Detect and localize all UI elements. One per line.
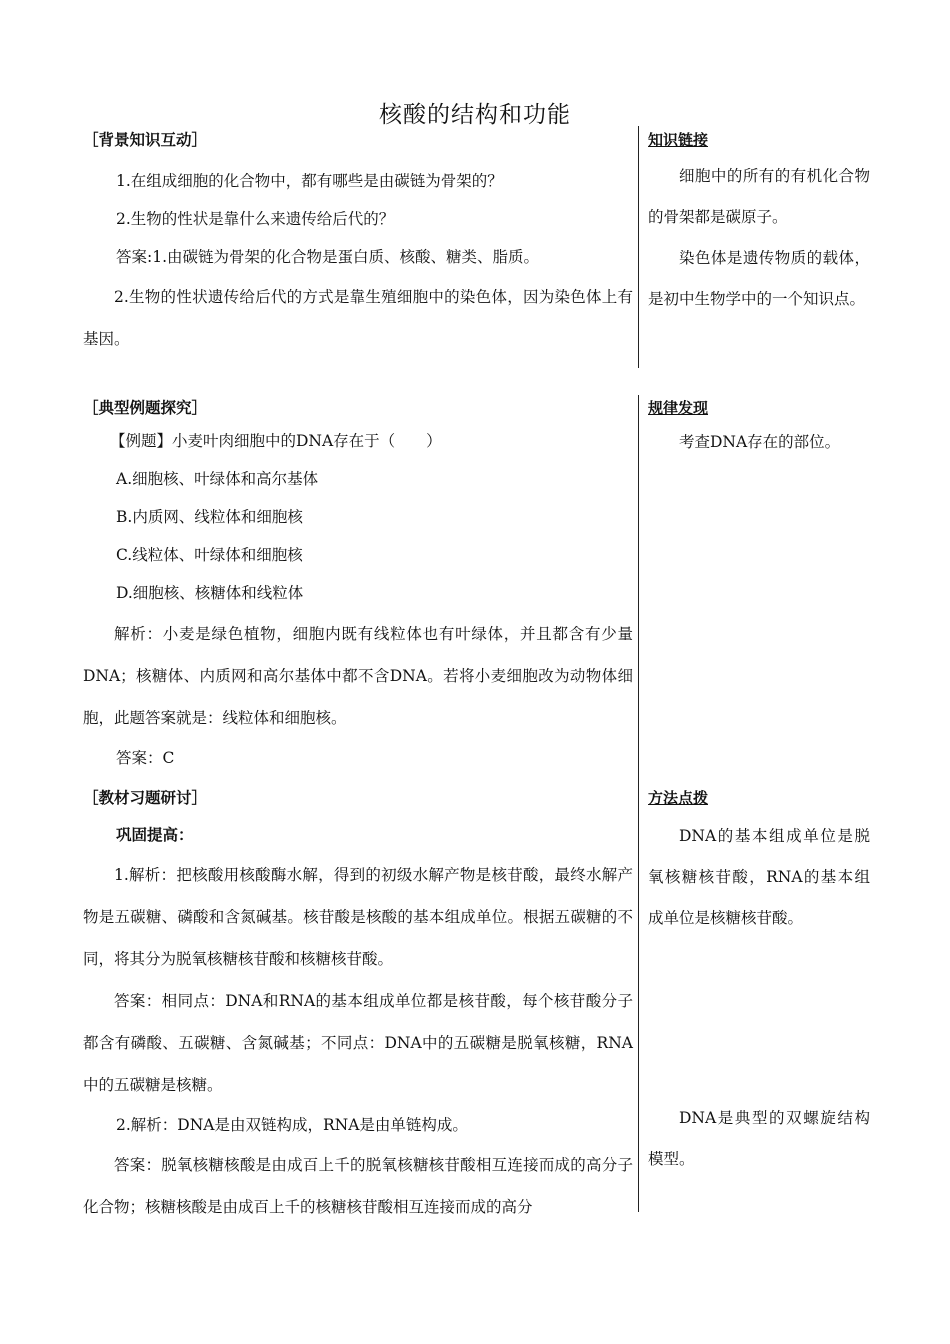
column-divider <box>638 395 639 1212</box>
pattern-sidebar <box>648 396 870 463</box>
exercise-paragraph: 2.解析：DNA是由双链构成，RNA是由单链构成。 <box>116 1116 468 1134</box>
section-heading: ［背景知识互动］ <box>83 130 208 149</box>
method-sidebar-note <box>648 1098 870 1180</box>
sidebar-paragraph: DNA的基本组成单位是脱氧核糖核苷酸，RNA的基本组成单位是核糖核苷酸。 <box>648 827 870 927</box>
question-1: 1.在组成细胞的化合物中，都有哪些是由碳链为骨架的？ <box>116 172 503 190</box>
option-d: D.细胞核、核糖体和线粒体 <box>116 584 304 602</box>
method-sidebar <box>648 786 870 939</box>
option-b: B.内质网、线粒体和细胞核 <box>116 508 303 526</box>
section-heading: ［典型例题探究］ <box>83 398 208 417</box>
option-a: A.细胞核、叶绿体和高尔基体 <box>116 470 319 488</box>
textbook-exercise-section <box>83 786 633 1228</box>
exercise-paragraph: 1.解析：把核酸用核酸酶水解，得到的初级水解产物是核苷酸，最终水解产物是五碳糖、磷酸和含氮碱基。核苷酸是核酸的基本组成单位。根据五碳糖的不同，将其分为脱氧核糖核苷酸和核糖核苷酸。 <box>83 866 633 968</box>
knowledge-link-sidebar <box>648 128 870 320</box>
column-divider <box>638 126 639 368</box>
example-answer: 答案：C <box>116 749 175 767</box>
sidebar-paragraph: 细胞中的所有的有机化合物的骨架都是碳原子。 <box>648 167 870 226</box>
example-question: 【例题】小麦叶肉细胞中的DNA存在于（ ） <box>110 432 442 450</box>
exercise-paragraph: 答案：脱氧核糖核酸是由成百上千的脱氧核糖核苷酸相互连接而成的高分子化合物；核糖核酸是由成百上千的核糖核苷酸相互连接而成的高分 <box>83 1156 633 1216</box>
question-2: 2.生物的性状是靠什么来遗传给后代的？ <box>116 210 395 228</box>
exercise-paragraph: 答案：相同点：DNA和RNA的基本组成单位都是核苷酸，每个核苷酸分子都含有磷酸、五碳糖、含氮碱基；不同点：DNA中的五碳糖是脱氧核糖，RNA中的五碳糖是核糖。 <box>83 992 633 1094</box>
example-section <box>83 396 633 777</box>
sidebar-heading: 知识链接 <box>648 131 709 149</box>
answer-2: 2.生物的性状遗传给后代的方式是靠生殖细胞中的染色体，因为染色体上有基因。 <box>83 288 633 348</box>
option-c: C.线粒体、叶绿体和细胞核 <box>116 546 303 564</box>
background-knowledge-section <box>83 128 633 360</box>
sidebar-heading: 方法点拨 <box>648 789 709 807</box>
section-heading: ［教材习题研讨］ <box>83 788 208 807</box>
page-title: 核酸的结构和功能 <box>379 102 571 128</box>
sidebar-heading: 规律发现 <box>648 399 709 417</box>
subheading: 巩固提高： <box>116 825 194 844</box>
answer-1: 答案:1.由碳链为骨架的化合物是蛋白质、核酸、糖类、脂质。 <box>116 248 540 266</box>
sidebar-paragraph: 考查DNA存在的部位。 <box>679 433 841 451</box>
sidebar-paragraph: 染色体是遗传物质的载体，是初中生物学中的一个知识点。 <box>648 249 870 308</box>
sidebar-paragraph: DNA是典型的双螺旋结构模型。 <box>648 1109 870 1168</box>
analysis-paragraph: 解析：小麦是绿色植物，细胞内既有线粒体也有叶绿体，并且都含有少量DNA；核糖体、内质网和高尔基体中都不含DNA。若将小麦细胞改为动物体细胞，此题答案就是：线粒体和细胞核。 <box>83 625 633 727</box>
